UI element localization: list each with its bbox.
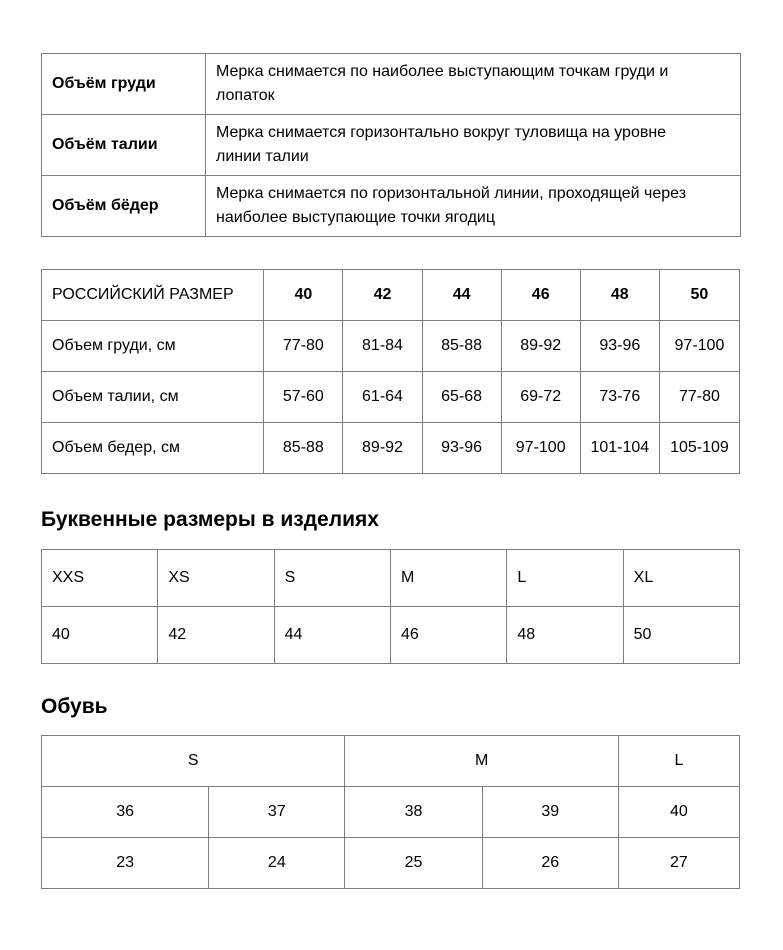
shoe-cm-size-cell: 27 — [618, 838, 739, 889]
size-column-header: 50 — [659, 270, 739, 321]
table-row — [42, 607, 740, 664]
range-cell: 101-104 — [580, 423, 659, 474]
shoe-cm-size-cell: 24 — [209, 838, 345, 889]
range-cell: 97-100 — [659, 321, 739, 372]
range-cell: 65-68 — [422, 372, 501, 423]
table-row — [42, 787, 740, 838]
shoes-heading: Обувь — [41, 695, 108, 718]
range-cell: 73-76 — [580, 372, 659, 423]
range-cell: 89-92 — [501, 321, 580, 372]
table-row — [42, 423, 740, 474]
measure-label: Объём бёдер — [42, 176, 206, 237]
table-row — [42, 321, 740, 372]
measure-description: Мерка снимается по наиболее выступающим точкам груди и лопаток — [206, 54, 741, 115]
letter-size-table — [41, 549, 740, 664]
table-header-row — [42, 550, 740, 607]
size-column-header: 42 — [343, 270, 422, 321]
letter-size-cell: XXS — [42, 550, 158, 607]
size-column-header: 44 — [422, 270, 501, 321]
row-label: Объем бедер, см — [42, 423, 264, 474]
shoe-group-header: M — [345, 736, 618, 787]
range-cell: 97-100 — [501, 423, 580, 474]
size-column-header: 46 — [501, 270, 580, 321]
range-cell: 105-109 — [659, 423, 739, 474]
shoe-eu-size-cell: 40 — [618, 787, 739, 838]
shoe-eu-size-cell: 36 — [42, 787, 209, 838]
shoe-group-header: L — [618, 736, 739, 787]
numeric-size-cell: 46 — [390, 607, 506, 664]
table-row — [42, 54, 741, 115]
range-cell: 81-84 — [343, 321, 422, 372]
range-cell: 93-96 — [422, 423, 501, 474]
numeric-size-cell: 44 — [274, 607, 390, 664]
table-row — [42, 115, 741, 176]
measure-description: Мерка снимается горизонтально вокруг туловища на уровне линии талии — [206, 115, 741, 176]
size-column-header: 40 — [264, 270, 343, 321]
numeric-size-cell: 50 — [623, 607, 739, 664]
shoe-cm-size-cell: 25 — [345, 838, 482, 889]
shoe-cm-size-cell: 26 — [482, 838, 618, 889]
range-cell: 69-72 — [501, 372, 580, 423]
row-label: Объем груди, см — [42, 321, 264, 372]
measure-description: Мерка снимается по горизонтальной линии, проходящей через наиболее выступающие точки ягодиц — [206, 176, 741, 237]
letter-size-cell: XL — [623, 550, 739, 607]
size-column-header: 48 — [580, 270, 659, 321]
table-row — [42, 838, 740, 889]
range-cell: 89-92 — [343, 423, 422, 474]
range-cell: 61-64 — [343, 372, 422, 423]
table-header-row — [42, 736, 740, 787]
measure-label: Объём груди — [42, 54, 206, 115]
numeric-size-cell: 48 — [507, 607, 623, 664]
shoe-group-header: S — [42, 736, 345, 787]
range-cell: 77-80 — [659, 372, 739, 423]
table-row — [42, 372, 740, 423]
range-cell: 85-88 — [422, 321, 501, 372]
measurement-definitions-table — [41, 53, 741, 237]
shoe-cm-size-cell: 23 — [42, 838, 209, 889]
shoe-eu-size-cell: 39 — [482, 787, 618, 838]
numeric-size-cell: 42 — [158, 607, 274, 664]
numeric-size-cell: 40 — [42, 607, 158, 664]
letter-size-cell: L — [507, 550, 623, 607]
table-row — [42, 176, 741, 237]
range-cell: 77-80 — [264, 321, 343, 372]
range-cell: 57-60 — [264, 372, 343, 423]
shoe-eu-size-cell: 37 — [209, 787, 345, 838]
row-label: Объем талии, см — [42, 372, 264, 423]
measure-label: Объём талии — [42, 115, 206, 176]
letter-size-cell: XS — [158, 550, 274, 607]
russian-size-header-label: РОССИЙСКИЙ РАЗМЕР — [42, 270, 264, 321]
shoe-size-table — [41, 735, 740, 889]
table-header-row — [42, 270, 740, 321]
russian-size-table — [41, 269, 740, 474]
letter-size-cell: M — [390, 550, 506, 607]
range-cell: 85-88 — [264, 423, 343, 474]
letter-sizes-heading: Буквенные размеры в изделиях — [41, 508, 379, 531]
shoe-eu-size-cell: 38 — [345, 787, 482, 838]
letter-size-cell: S — [274, 550, 390, 607]
range-cell: 93-96 — [580, 321, 659, 372]
